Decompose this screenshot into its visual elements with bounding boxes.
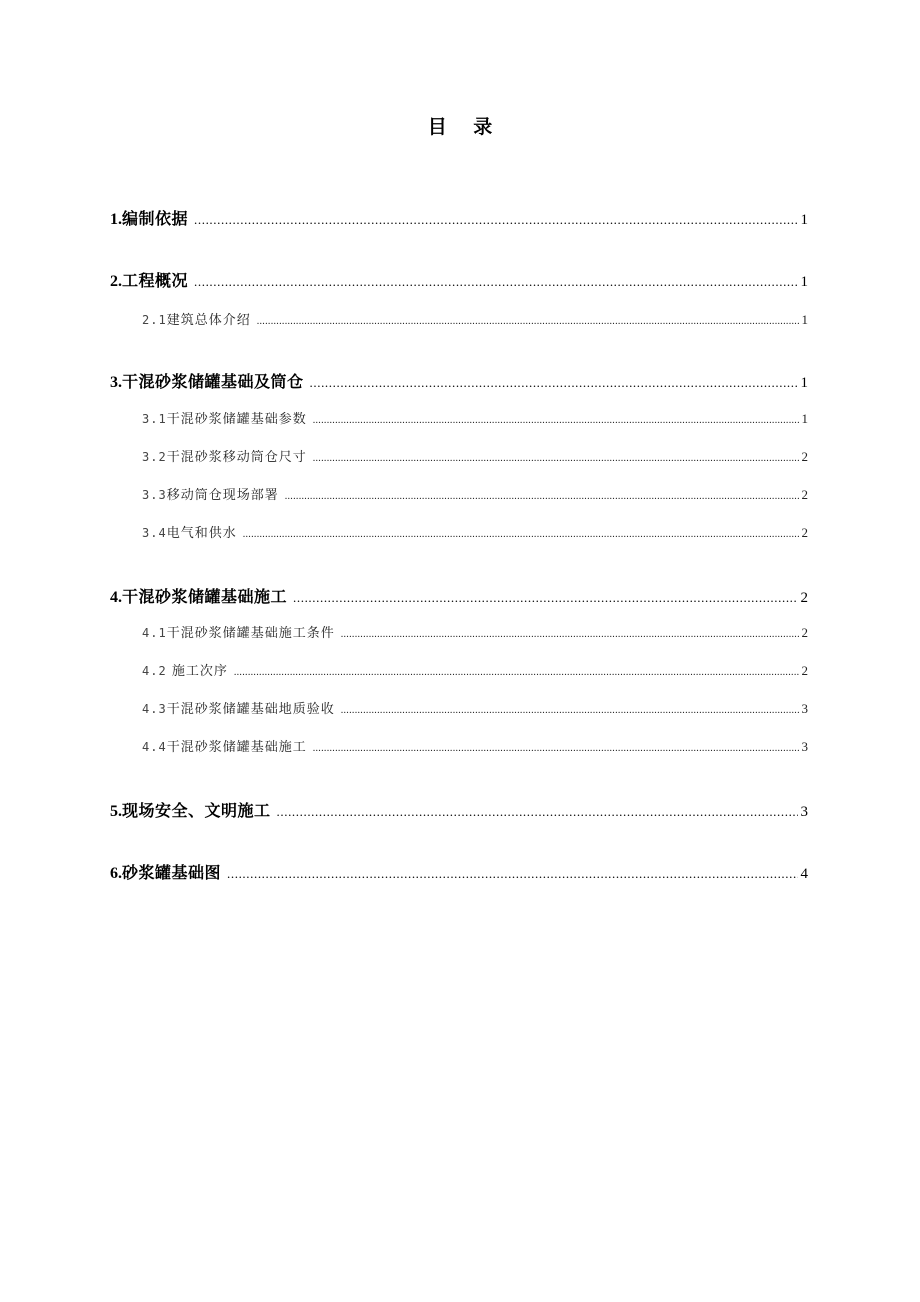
- dot-leader: [194, 271, 797, 293]
- dot-leader: [341, 626, 799, 644]
- dot-leader: [257, 313, 799, 331]
- dot-leader: [243, 526, 799, 544]
- toc-entry-4-4[interactable]: [142, 738, 808, 758]
- toc-entry-number: 2.: [110, 273, 122, 290]
- toc-entry-label: 干混砂浆储罐基础参数: [166, 412, 307, 427]
- toc-entry-page: 2: [801, 487, 808, 502]
- toc-entry-4-1[interactable]: [142, 624, 808, 644]
- toc-entry-number: 4.: [110, 589, 122, 606]
- dot-leader: [313, 412, 799, 430]
- toc-entry-page: 4: [800, 866, 808, 882]
- toc-entry-number: 4.4: [142, 740, 167, 754]
- toc-entry-label: 干混砂浆储罐基础地质验收: [166, 702, 335, 717]
- dot-leader: [313, 450, 799, 468]
- toc-entry-number: 4.2: [142, 664, 167, 678]
- toc-entry-page: 3: [801, 701, 808, 716]
- toc-entry-label: 干混砂浆储罐基础施工条件: [166, 626, 335, 641]
- dot-leader: [310, 372, 798, 394]
- toc-entry-label: 工程概况: [122, 271, 189, 290]
- dot-leader: [341, 702, 799, 720]
- toc-entry-page: 2: [801, 663, 808, 678]
- toc-entry-page: 3: [800, 804, 808, 820]
- toc-entry-number: 3.2: [142, 450, 167, 464]
- toc-entry-page: 1: [800, 212, 808, 228]
- dot-leader: [313, 740, 799, 758]
- dot-leader: [194, 209, 797, 231]
- toc-entry-2[interactable]: [110, 270, 808, 293]
- dot-leader: [293, 587, 797, 609]
- toc-entry-label: 建筑总体介绍: [166, 313, 251, 328]
- toc-entry-number: 3.: [110, 374, 122, 391]
- toc-entry-2-1[interactable]: [142, 311, 808, 331]
- toc-entry-label: 现场安全、文明施工: [122, 801, 271, 820]
- toc-entry-1[interactable]: [110, 208, 808, 231]
- toc-entry-number: 4.3: [142, 702, 167, 716]
- toc-entry-number: 3.3: [142, 488, 167, 502]
- toc-entry-page: 3: [801, 739, 808, 754]
- toc-entry-label: 编制依据: [122, 209, 189, 228]
- toc-entry-3-1[interactable]: [142, 410, 808, 430]
- toc-entry-3-4[interactable]: [142, 524, 808, 544]
- toc-entry-label: 干混砂浆储罐基础施工: [122, 587, 288, 606]
- toc-entry-page: 1: [801, 411, 808, 426]
- toc-entry-number: 3.1: [142, 412, 167, 426]
- toc-entry-label: 干混砂浆储罐基础及筒仓: [122, 372, 304, 391]
- toc-entry-label: 砂浆罐基础图: [122, 863, 222, 882]
- toc-entry-number: 5.: [110, 803, 122, 820]
- toc-entry-label: 干混砂浆移动筒仓尺寸: [166, 450, 307, 465]
- toc-entry-3-2[interactable]: [142, 448, 808, 468]
- toc-entry-5[interactable]: [110, 800, 808, 823]
- dot-leader: [227, 863, 797, 885]
- toc-entry-number: 4.1: [142, 626, 167, 640]
- toc-entry-number: 2.1: [142, 313, 167, 327]
- toc-entry-label: 电气和供水: [166, 526, 237, 541]
- toc-entry-4[interactable]: [110, 586, 808, 609]
- toc-entry-number: 3.4: [142, 526, 167, 540]
- toc-entry-4-2[interactable]: [142, 662, 808, 682]
- toc-entry-page: 2: [800, 590, 808, 606]
- dot-leader: [234, 664, 799, 682]
- toc-entry-page: 2: [801, 525, 808, 540]
- dot-leader: [277, 801, 798, 823]
- toc-entry-page: 1: [800, 274, 808, 290]
- toc-entry-3[interactable]: [110, 371, 808, 394]
- toc-entry-number: 6.: [110, 865, 122, 882]
- toc-entry-3-3[interactable]: [142, 486, 808, 506]
- toc-entry-page: 2: [801, 449, 808, 464]
- toc-entry-number: 1.: [110, 211, 122, 228]
- toc-entry-4-3[interactable]: [142, 700, 808, 720]
- toc-title: 目 录: [427, 116, 503, 138]
- toc-entry-page: 1: [801, 312, 808, 327]
- toc-entry-label: 移动筒仓现场部署: [166, 488, 279, 503]
- toc-entry-page: 2: [801, 625, 808, 640]
- toc-entry-label: 施工次序: [166, 664, 228, 679]
- toc-entry-label: 干混砂浆储罐基础施工: [166, 740, 307, 755]
- toc-entry-page: 1: [800, 375, 808, 391]
- dot-leader: [285, 488, 799, 506]
- toc-entry-6[interactable]: [110, 862, 808, 885]
